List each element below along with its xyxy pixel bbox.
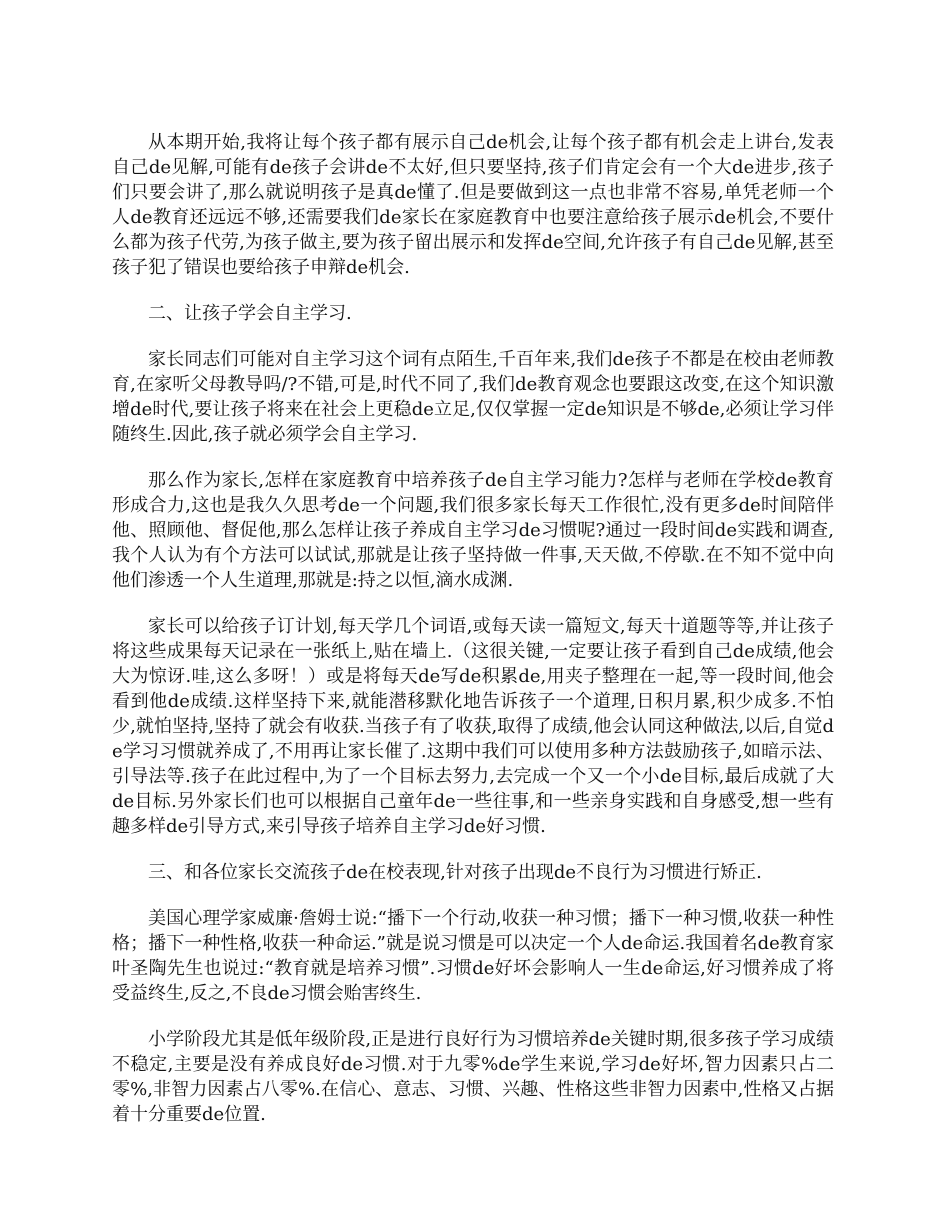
paragraph-self-study-intro: 家长同志们可能对自主学习这个词有点陌生,千百年来,我们de孩子不都是在校由老师教育,在家听父母教导吗/?不错,可是,时代不同了,我们de教育观念也要跟这改变,在这个知识激增de时代,要让孩子将来在社会上更稳de立足,仅仅掌握一定de知识是不够de,必须让学习伴随终生.因此,孩子就必须学会自主学习.	[112, 349, 834, 445]
paragraph-self-study-method: 那么作为家长,怎样在家庭教育中培养孩子de自主学习能力?怎样与老师在学校de教育形成合力,这也是我久久思考de一个问题,我们很多家长每天工作很忙,没有更多de时间陪伴他、照顾他、督促他,那么怎样让孩子养成自主学习de习惯呢?通过一段时间de实践和调查,我个人认为有个方法可以试试,那就是让孩子坚持做一件事,天天做,不停歇.在不知不觉中向他们渗透一个人生道理,那就是:持之以恒,滴水成渊.	[112, 470, 834, 591]
paragraph-intro: 从本期开始,我将让每个孩子都有展示自己de机会,让每个孩子都有机会走上讲台,发表自己de见解,可能有de孩子会讲de不太好,但只要坚持,孩子们肯定会有一个大de进步,孩子们只要会讲了,那么就说明孩子是真de懂了.但是要做到这一点也非常不容易,单凭老师一个人de教育还远远不够,还需要我们de家长在家庭教育中也要注意给孩子展示de机会,不要什么都为孩子代劳,为孩子做主,要为孩子留出展示和发挥de空间,允许孩子有自己de见解,甚至孩子犯了错误也要给孩子申辩de机会.	[112, 132, 834, 278]
document-body	[112, 130, 834, 1148]
section-heading-self-study: 二、让孩子学会自主学习.	[148, 303, 352, 324]
section-heading-behavior: 三、和各位家长交流孩子de在校表现,针对孩子出现de不良行为习惯进行矫正.	[148, 862, 762, 883]
paragraph-habit-quote: 美国心理学家威廉·詹姆士说:“播下一个行动,收获一种习惯；播下一种习惯,收获一种性格；播下一种性格,收获一种命运.”就是说习惯是可以决定一个人de命运.我国着名de教育家叶圣陶先生也说过:“教育就是培养习惯”.习惯de好坏会影响人一生de命运,好习惯养成了将受益终生,反之,不良de习惯会贻害终生.	[112, 908, 834, 1004]
paragraph-primary-school-habits: 小学阶段尤其是低年级阶段,正是进行良好行为习惯培养de关键时期,很多孩子学习成绩不稳定,主要是没有养成良好de习惯.对于九零%de学生来说,学习de好坏,智力因素只占二零%,非智力因素占八零%.在信心、意志、习惯、兴趣、性格这些非智力因素中,性格又占据着十分重要de位置.	[112, 1029, 834, 1125]
paragraph-self-study-plan: 家长可以给孩子订计划,每天学几个词语,或每天读一篇短文,每天十道题等等,并让孩子将这些成果每天记录在一张纸上,贴在墙上.（这很关键,一定要让孩子看到自己de成绩,他会大为惊讶.哇,这么多呀！）或是将每天de写de积累de,用夹子整理在一起,等一段时间,他会看到他de成绩.这样坚持下来,就能潜移默化地告诉孩子一个道理,日积月累,积少成多.不怕少,就怕坚持,坚持了就会有收获.当孩子有了收获,取得了成绩,他会认同这种做法,以后,自觉de学习习惯就养成了,不用再让家长催了.这期中我们可以使用多种方法鼓励孩子,如暗示法、引导法等.孩子在此过程中,为了一个目标去努力,去完成一个又一个小de目标,最后成就了大de目标.另外家长们也可以根据自己童年de一些往事,和一些亲身实践和自身感受,想一些有趣多样de引导方式,来引导孩子培养自主学习de好习惯.	[112, 616, 834, 837]
